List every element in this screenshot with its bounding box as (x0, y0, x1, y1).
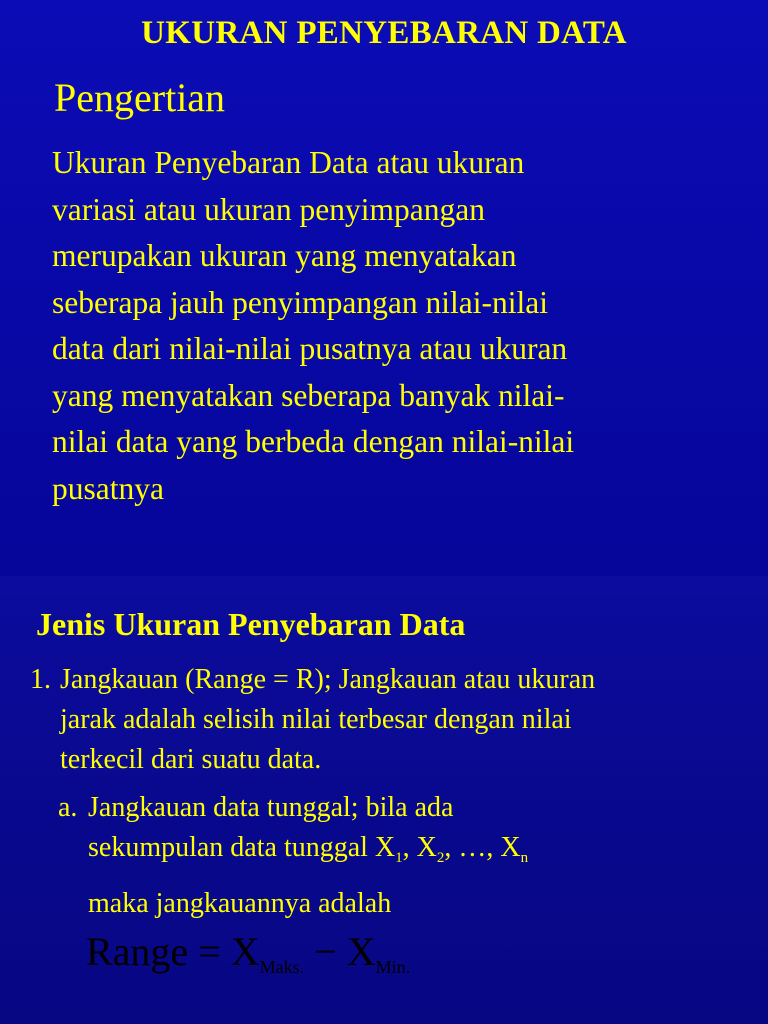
item-line: Jangkauan data tunggal; bila ada (88, 792, 454, 823)
paragraph-line: merupakan ukuran yang menyatakan (52, 238, 517, 273)
section-heading-pengertian: Pengertian (54, 75, 226, 120)
paragraph-line: yang menyatakan seberapa banyak nilai- (52, 377, 565, 413)
paragraph-line: nilai data yang berbeda dengan nilai-nilai (52, 424, 575, 459)
paragraph-line: variasi atau ukuran penyimpangan (52, 191, 485, 227)
sub-item-letter: a. (58, 792, 78, 823)
slide-jenis-ukuran (0, 576, 768, 1024)
list-item-jangkauan (30, 660, 596, 780)
paragraph-line: pusatnya (52, 470, 164, 506)
section-heading-jenis: Jenis Ukuran Penyebaran Data (36, 606, 466, 642)
slide-title: UKURAN PENYEBARAN DATA (141, 15, 627, 51)
item-line: jarak adalah selisih nilai terbesar dengan nilai (60, 704, 572, 735)
paragraph-line: seberapa jauh penyimpangan nilai-nilai (52, 284, 548, 320)
range-formula: Range = $X_{Maks.} - X_{Min.}$ (86, 929, 411, 977)
item-line: terkecil dari suatu data. (60, 744, 322, 775)
paragraph-line: Ukuran Penyebaran Data atau ukuran (52, 145, 525, 180)
item-line-data-set: sekumpulan data tunggal $X_1$, $X_2$, …, $X_n$ (88, 832, 529, 866)
item-line: Jangkauan (Range = R); Jangkauan atau ukuran (60, 664, 596, 695)
paragraph-line: data dari nilai-nilai pusatnya atau ukuran (52, 331, 568, 366)
item-line: maka jangkauannya adalah (88, 888, 392, 919)
sub-item-jangkauan-tunggal (58, 788, 529, 924)
list-number: 1. (30, 664, 51, 695)
definition-paragraph (52, 140, 752, 512)
